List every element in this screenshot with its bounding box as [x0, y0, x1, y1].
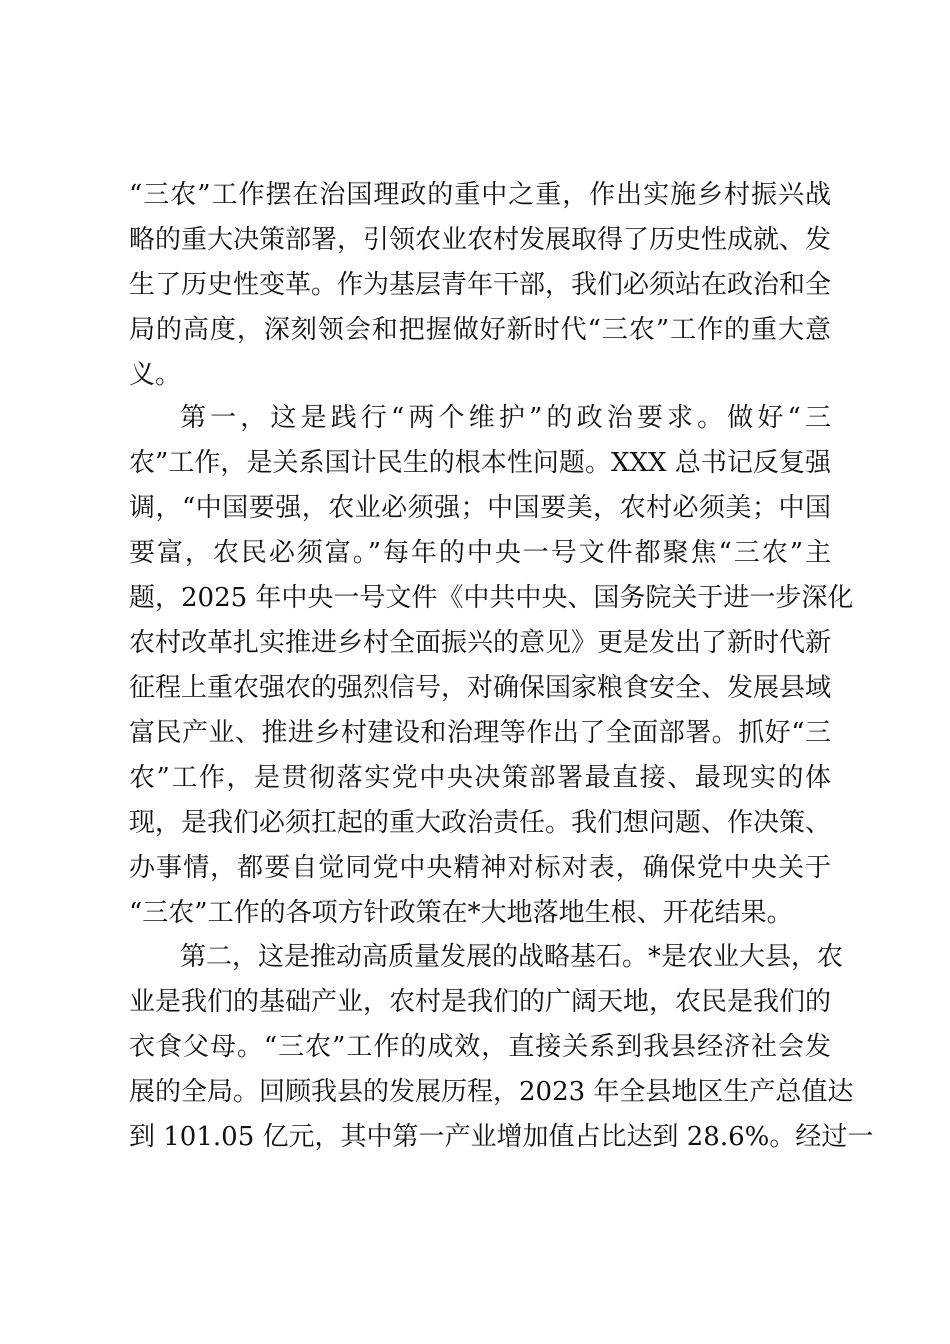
text-line: 调，“中国要强，农业必须强；中国要美，农村必须美；中国 — [129, 493, 831, 523]
text-line: 业是我们的基础产业，农村是我们的广阔天地，农民是我们的 — [129, 987, 832, 1017]
text-line: 题，2025 年中央一号文件《中共中央、国务院关于进一步深化 — [129, 583, 854, 613]
text-line: 农”工作，是贯彻落实党中央决策部署最直接、最现实的体 — [129, 763, 831, 793]
text-line: “三农”工作的各项方针政策在*大地落地生根、开花结果。 — [129, 898, 793, 928]
paragraph-first-line: 第二，这是推动高质量发展的战略基石。*是农业大县，农 — [180, 942, 844, 972]
text-line: 富民产业、推进乡村建设和治理等作出了全面部署。抓好“三 — [129, 718, 831, 748]
text-line: 征程上重农强农的强烈信号，对确保国家粮食安全、发展县域 — [129, 673, 832, 703]
text-line: 略的重大决策部署，引领农业农村发展取得了历史性成就、发 — [129, 225, 832, 255]
text-line: 农”工作，是关系国计民生的根本性问题。XXX 总书记反复强 — [129, 448, 831, 478]
text-line: 到 101.05 亿元，其中第一产业增加值占比达到 28.6%。经过一 — [129, 1122, 874, 1152]
text-line: 展的全局。回顾我县的发展历程，2023 年全县地区生产总值达 — [129, 1077, 854, 1107]
text-line: 义。 — [129, 360, 182, 390]
text-line: 现，是我们必须扛起的重大政治责任。我们想问题、作决策、 — [129, 808, 832, 838]
text-line: 办事情，都要自觉同党中央精神对标对表，确保党中央关于 — [129, 853, 831, 883]
text-line: 要富，农民必须富。”每年的中央一号文件都聚焦“三农”主 — [129, 538, 831, 568]
text-line: 农村改革扎实推进乡村全面振兴的意见》更是发出了新时代新 — [129, 628, 832, 658]
paragraph-first-line: 第一，这是践行“两个维护”的政治要求。做好“三 — [180, 403, 831, 433]
text-line: “三农”工作摆在治国理政的重中之重，作出实施乡村振兴战 — [129, 180, 831, 210]
text-line: 衣食父母。“三农”工作的成效，直接关系到我县经济社会发 — [129, 1032, 831, 1062]
text-line: 局的高度，深刻领会和把握做好新时代“三农”工作的重大意 — [129, 315, 831, 345]
text-line: 生了历史性变革。作为基层青年干部，我们必须站在政治和全 — [129, 270, 832, 300]
